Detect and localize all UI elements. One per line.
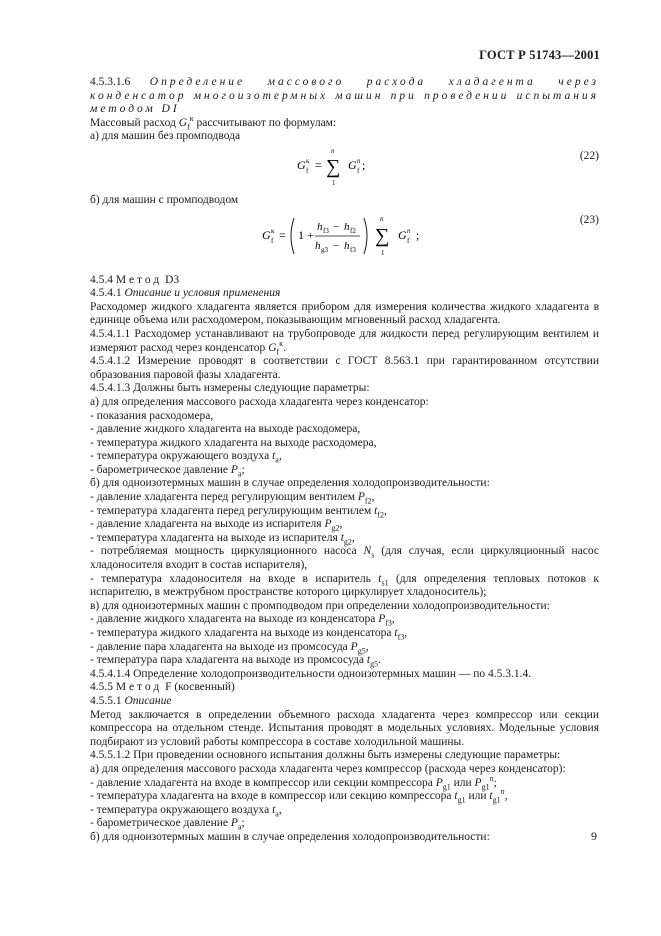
list-item: - барометрическое давление $P_a$; xyxy=(90,463,245,479)
paragraph: 4.5.4.1.2 Измерение проводят в соответствии с ГОСТ 8.563.1 при гарантированном отсутствии образования паровой фазы хладагента. xyxy=(90,355,599,381)
svg-text:∑: ∑ xyxy=(326,155,341,178)
page-content xyxy=(90,76,599,845)
svg-text:f: f xyxy=(357,166,360,175)
list-item: - температура хладагента перед регулирующим вентилем $t_{f2}$, xyxy=(90,504,387,519)
text: - барометрическое давление xyxy=(90,463,231,476)
svg-text:G: G xyxy=(297,157,306,172)
text: - давление хладагента на выходе из испарителя xyxy=(90,518,325,531)
list-item: - давление хладагента на входе в компрессор или секции компрессора $P_{g1}$ или $P_{g1}^n$; xyxy=(90,773,497,791)
text: - потребляемая мощность циркуляционного насоса xyxy=(90,545,364,558)
equation-22 xyxy=(90,144,599,188)
svg-text:G: G xyxy=(348,157,357,172)
list-item: - температура окружающего воздуха $t_a$, xyxy=(90,450,282,465)
section-number: 4.5.3.1.6 xyxy=(90,76,150,88)
svg-text:;: ; xyxy=(362,157,366,172)
text: - температура хладагента на выходе из испарителя xyxy=(90,531,341,544)
svg-text:1: 1 xyxy=(332,178,336,187)
list-item: а) для определения массового расхода хладагента через компрессор (расхода через конденсатор): xyxy=(90,762,566,775)
list-item: - температура хладоносителя на входе в испаритель $t_{s1}$ (для определения тепловых потоков к испарителю, в межтрубном пространстве которого циркулирует хладоноситель); xyxy=(90,572,600,599)
text: - температура хладагента перед регулирующим вентилем xyxy=(90,504,375,517)
equation-23 xyxy=(90,208,599,264)
section-heading xyxy=(90,76,599,117)
section-number: 4.5.4.1 xyxy=(90,287,125,300)
list-item: б) для машин с промподводом xyxy=(90,193,239,206)
list-item: - давление хладагента на выходе из испарителя $P_{g2}$, xyxy=(90,518,343,533)
text: 4.5.4.1.1 Расходомер устанавливают на трубопроводе для жидкости перед регулирующим вентилем и измеряют расход через конденсатор xyxy=(90,327,599,354)
method-word: Метод xyxy=(115,273,163,286)
svg-text:f: f xyxy=(271,236,274,245)
svg-text:к: к xyxy=(271,226,275,235)
list-item: б) для одноизотермных машин в случае определения холодопроизводительности: xyxy=(90,477,490,490)
text: - температура хладоносителя на входе в испаритель xyxy=(90,572,379,585)
formula-22-svg xyxy=(295,144,405,188)
subsection-heading xyxy=(90,695,599,709)
svg-text:h: h xyxy=(315,239,321,252)
text: - барометрическое давление xyxy=(90,817,231,830)
text: или xyxy=(465,790,490,803)
svg-text:f: f xyxy=(306,166,309,175)
text: (для случая, если циркуляционный насос хладоносителя входит в состав испарителя), xyxy=(90,545,599,572)
svg-text:n: n xyxy=(357,156,361,165)
equation-number: (23) xyxy=(579,213,599,226)
svg-text:∑: ∑ xyxy=(375,224,390,247)
document-id: ГОСТ Р 51743—2001 xyxy=(479,48,600,62)
subsection-title: Описание xyxy=(124,694,172,707)
list-item: - температура хладагента на выходе из испарителя $t_{g2}$, xyxy=(90,531,355,547)
list-item: - давление пара хладагента на выходе из промсосуда $P_{g5}$, xyxy=(90,640,369,655)
svg-text:h: h xyxy=(344,239,350,252)
list-item: - давление жидкого хладагента на выходе из конденсатора $P_{f3}$, xyxy=(90,613,395,628)
list-item: а) для машин без промподвода xyxy=(90,130,241,143)
svg-text:f: f xyxy=(407,236,410,245)
paragraph: Расходомер жидкого хладагента является прибором для измерения количества жидкого хладагента в единице объема или расходомером, показывающим мгновенный расход хладагента. xyxy=(90,300,599,327)
svg-text:−: − xyxy=(333,220,340,233)
text: рассчитывают по формулам: xyxy=(193,116,337,129)
text: или xyxy=(450,776,475,789)
svg-text:1 +: 1 + xyxy=(298,227,314,242)
list-item: - температура жидкого хладагента на выходе из конденсатора $t_{f3}$, xyxy=(90,627,408,642)
method-code: F (косвенный) xyxy=(162,681,235,694)
section-heading xyxy=(90,681,599,695)
paragraph: 4.5.5.1.2 При проведении основного испытания должны быть измерены следующие параметры: xyxy=(90,749,561,762)
svg-text:h: h xyxy=(344,220,350,233)
list-item: - давление жидкого хладагента на выходе расходомера, xyxy=(90,423,361,436)
svg-text:G: G xyxy=(262,227,271,242)
svg-text:n: n xyxy=(407,226,411,235)
svg-text:к: к xyxy=(306,156,310,165)
text: Массовый расход xyxy=(90,116,179,129)
text: - температура окружающего воздуха xyxy=(90,450,273,463)
svg-text:1: 1 xyxy=(381,248,385,257)
text: - давление хладагента на входе в компрессор или секции компрессора xyxy=(90,776,436,789)
svg-text:n: n xyxy=(331,146,335,155)
equation-number: (22) xyxy=(579,149,599,162)
text: - давление пара хладагента на выходе из промсосуда xyxy=(90,640,351,653)
subsection-title: Описание и условия применения xyxy=(124,287,281,300)
svg-text:g3: g3 xyxy=(321,245,328,254)
svg-text:−: − xyxy=(333,239,340,252)
text: - температура окружающего воздуха xyxy=(90,803,273,816)
svg-text:G: G xyxy=(398,227,407,242)
paragraph: 4.5.4.1.3 Должны быть измерены следующие параметры: xyxy=(90,382,370,395)
text: - давление жидкого хладагента на выходе из конденсатора xyxy=(90,613,379,626)
symbol: G xyxy=(178,116,188,129)
list-item: - температура хладагента на входе в компрессор или секцию компрессора $t_{g1}$ или $t_{g1}^n$, xyxy=(90,787,508,805)
section-number: 4.5.4 xyxy=(90,273,116,286)
svg-text:=: = xyxy=(279,227,286,242)
section-heading xyxy=(90,274,599,288)
svg-text:h: h xyxy=(317,220,323,233)
list-item: - давление хладагента перед регулирующим вентилем $P_{f2}$, xyxy=(90,491,375,506)
list-item: - температура жидкого хладагента на выходе расходомера, xyxy=(90,436,377,449)
formula-23-svg xyxy=(260,208,450,264)
paragraph: Метод заключается в определении объемного расхода хладагента через компрессор или секции компрессора на отдельном стенде. Испытания проводят в модельных условиях. Модельные условия подбирают из условий работы компрессора в составе холодильной машины. xyxy=(90,708,599,748)
list-item: в) для одноизотермных машин с промподводом при определении холодопроизводительности: xyxy=(90,599,550,612)
svg-text:f2: f2 xyxy=(350,226,356,235)
paragraph: Массовый расход $G_f^к$ рассчитывают по формулам: xyxy=(90,113,337,132)
list-item: - температура пара хладагента на выходе из промсосуда $t_{g5}$. xyxy=(90,654,381,669)
list-item: б) для одноизотермных машин в случае определения холодопроизводительности: xyxy=(90,830,490,843)
list-item: а) для определения массового расхода хладагента через конденсатор: xyxy=(90,395,429,408)
method-code: D3 xyxy=(162,273,180,286)
paragraph: 4.5.4.1.1 Расходомер устанавливают на трубопроводе для жидкости перед регулирующим вентилем и измеряют расход через конденсатор $G_f^к$. xyxy=(90,327,599,356)
text: - давление хладагента перед регулирующим вентилем xyxy=(90,491,358,504)
svg-text:=: = xyxy=(315,157,322,172)
list-item: - показания расходомера, xyxy=(90,409,214,422)
section-number: 4.5.5 xyxy=(90,681,116,694)
list-item: - потребляемая мощность циркуляционного насоса $N_s$ (для случая, если циркуляционный насос хладоносителя входит в состав испарителя), xyxy=(90,545,599,572)
svg-text:f3: f3 xyxy=(323,226,329,235)
text: - температура пара хладагента на выходе из промсосуда xyxy=(90,654,367,667)
list-item: - барометрическое давление $P_a$; xyxy=(90,817,245,832)
page-number: 9 xyxy=(591,829,597,843)
svg-text:f3: f3 xyxy=(350,245,356,254)
paragraph: 4.5.4.1.4 Определение холодопроизводительности одноизотермных машин — по 4.5.3.1.4. xyxy=(90,667,532,680)
section-number: 4.5.5.1 xyxy=(90,694,125,707)
svg-text:n: n xyxy=(380,214,384,223)
formula xyxy=(260,208,450,269)
section-title: Определение массового расхода хладагента через конденсатор многоизотермных машин при проведении испытания методом DI xyxy=(90,76,600,116)
subsection-heading xyxy=(90,287,599,301)
svg-text:;: ; xyxy=(416,227,420,242)
text: - температура жидкого хладагента на выходе из конденсатора xyxy=(90,627,395,639)
formula xyxy=(295,144,405,193)
method-word: Метод xyxy=(115,681,163,694)
text: (для определения тепловых потоков к испарителю, в межтрубном пространстве которого циркулирует хладоноситель); xyxy=(90,572,600,599)
text: - температура хладагента на входе в компрессор или секцию компрессора xyxy=(90,790,455,803)
list-item: - температура окружающего воздуха $t_a$, xyxy=(90,803,282,819)
